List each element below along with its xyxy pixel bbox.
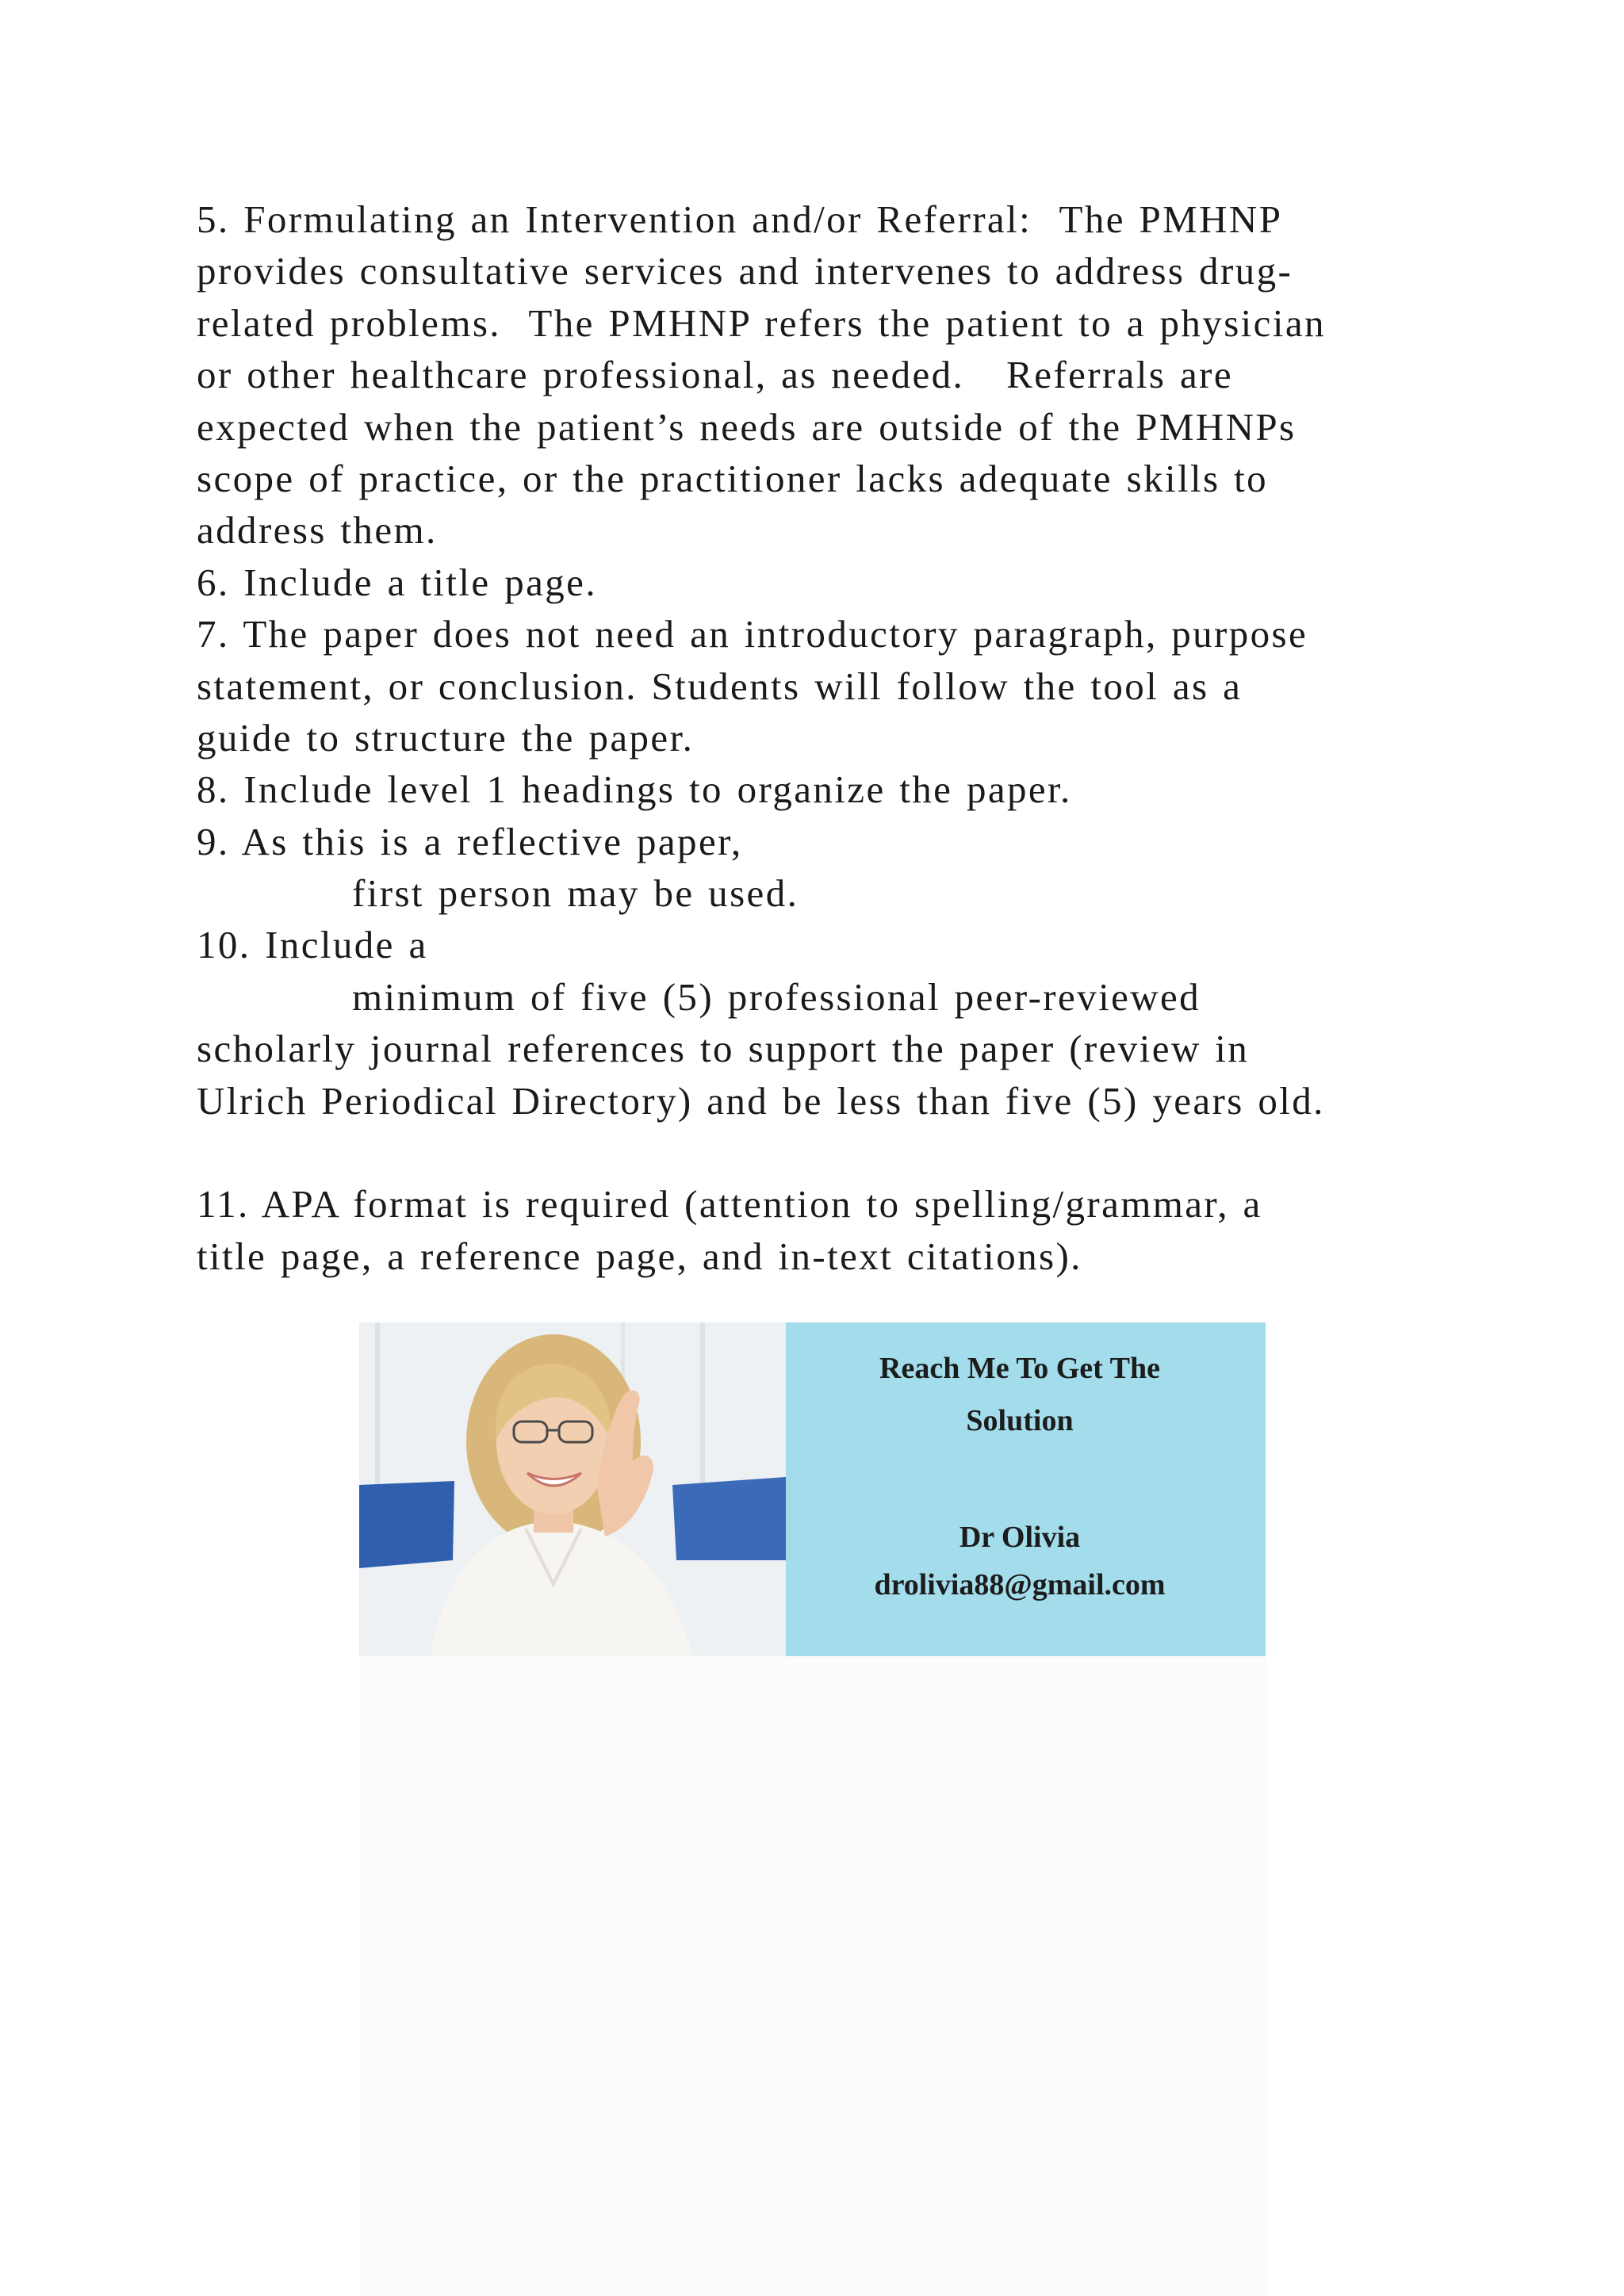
- text-line: first person may be used.: [352, 871, 799, 916]
- contact-panel[interactable]: [786, 1322, 1266, 1656]
- text-line: 8. Include level 1 headings to organize the paper.: [197, 767, 1072, 812]
- document-body: [197, 193, 1450, 1282]
- text-line: address them.: [197, 508, 438, 553]
- text-line: 5. Formulating an Intervention and/or Referral: The PMHNP: [197, 197, 1283, 241]
- text-line: title page, a reference page, and in-text citations).: [197, 1234, 1082, 1278]
- text-line: minimum of five (5) professional peer-reviewed: [352, 974, 1201, 1019]
- text-line: expected when the patient’s needs are outside of the PMHNPs: [197, 404, 1297, 449]
- text-line: guide to structure the paper.: [197, 715, 695, 760]
- blank-line: [197, 1127, 1450, 1178]
- text-line: 7. The paper does not need an introductory paragraph, purpose: [197, 612, 1308, 656]
- contact-banner[interactable]: [359, 1322, 1266, 1656]
- text-line: 6. Include a title page.: [197, 560, 597, 604]
- text-line: statement, or conclusion. Students will follow the tool as a: [197, 664, 1243, 708]
- banner-heading-line-1: Reach Me To Get The: [879, 1352, 1160, 1385]
- contact-email[interactable]: drolivia88@gmail.com: [874, 1568, 1166, 1601]
- text-line: related problems. The PMHNP refers the patient to a physician: [197, 300, 1326, 345]
- banner-heading-line-2: Solution: [966, 1404, 1074, 1437]
- text-line: 9. As this is a reflective paper,: [197, 819, 743, 863]
- text-line: scholarly journal references to support the paper (review in: [197, 1027, 1250, 1071]
- text-line: 11. APA format is required (attention to spelling/grammar, a: [197, 1182, 1262, 1226]
- text-line: 10. Include a: [197, 923, 428, 967]
- blank-area: [359, 1656, 1266, 2296]
- text-line: scope of practice, or the practitioner lacks adequate skills to: [197, 456, 1269, 500]
- text-line: provides consultative services and intervenes to address drug-: [197, 249, 1293, 293]
- text-line: or other healthcare professional, as needed. Referrals are: [197, 353, 1233, 397]
- contact-name: Dr Olivia: [959, 1521, 1081, 1554]
- text-line: Ulrich Periodical Directory) and be less than five (5) years old.: [197, 1078, 1325, 1123]
- woman-photo: [359, 1322, 786, 1656]
- woman-illustration: [359, 1322, 786, 1656]
